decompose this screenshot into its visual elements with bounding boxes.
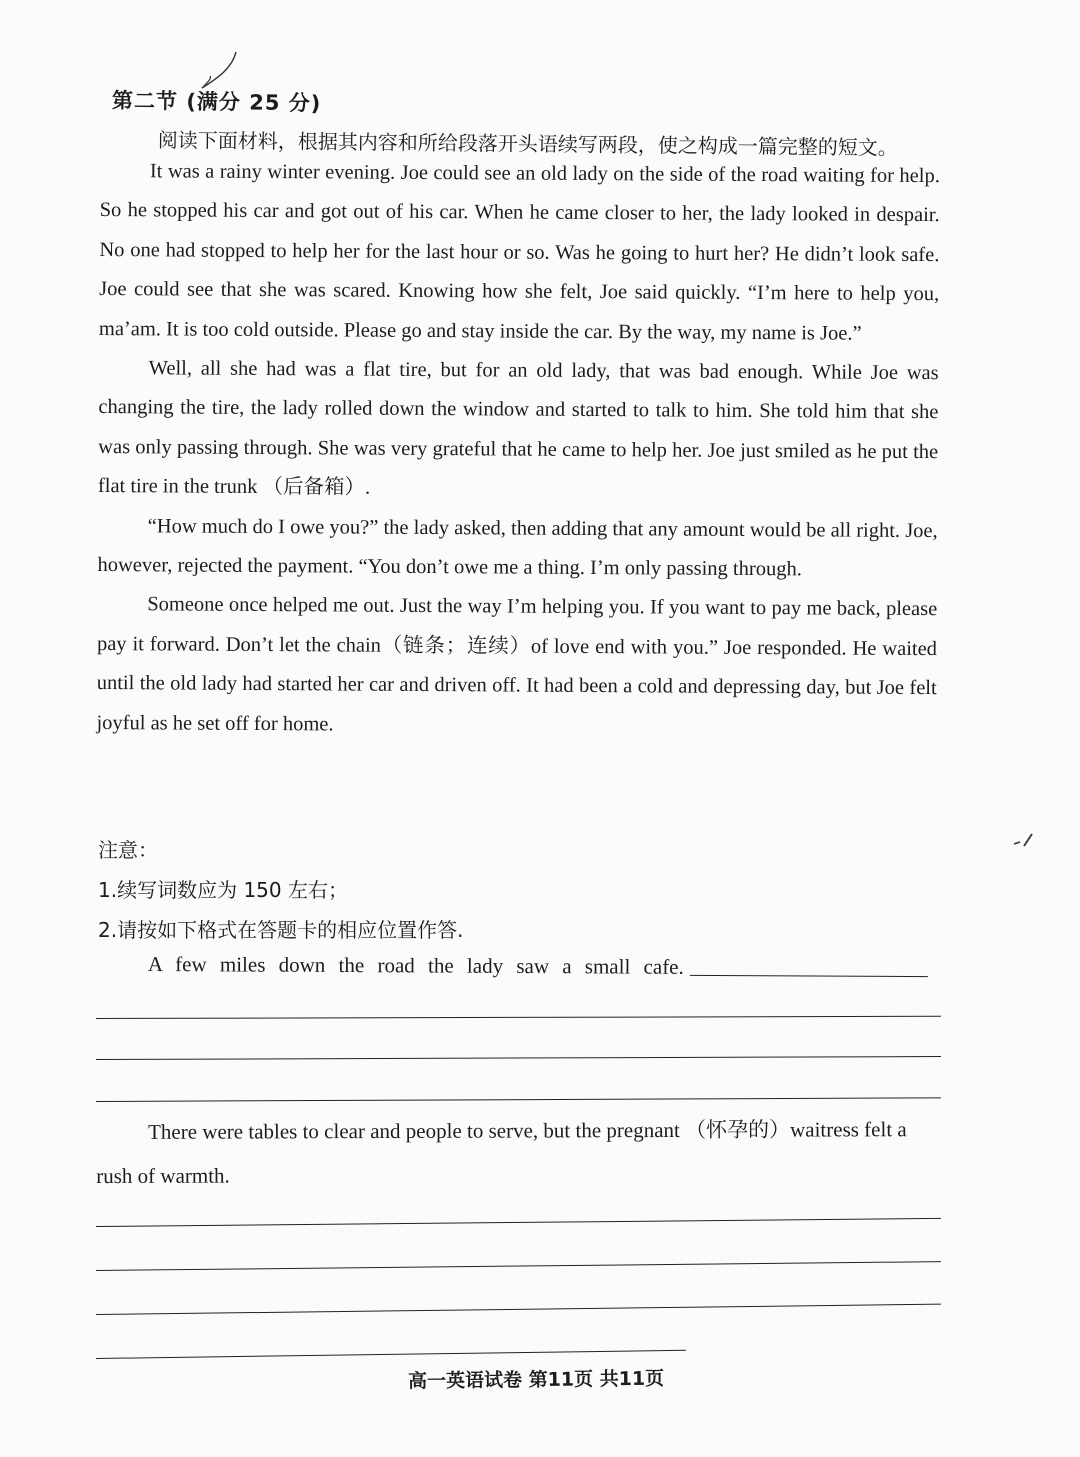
passage-paragraph: Well, all she had was a flat tire, but for an old lady, that was bad enough. While Joe was changing the tire, the lady rolled down the window and started to talk to him. She told him that she was only passing through. She was very grateful that he came to help her. Joe just smiled as he put the flat tire in the trunk （后备箱）. — [97, 357, 939, 499]
answer-line[interactable] — [96, 1261, 941, 1271]
answer-line[interactable] — [96, 1304, 941, 1315]
answer-line[interactable] — [96, 1218, 941, 1227]
passage-paragraph: “How much do I owe you?” the lady asked, then adding that any amount would be all right. Joe, however, rejected the payment. “You don’t owe me a thing. I’m only passing through. — [97, 514, 938, 581]
answer-blank[interactable] — [690, 975, 928, 977]
passage-paragraph: It was a rainy winter evening. Joe could see an old lady on the side of the road waiting for help. So he stopped his car and got out of his car. When he came closer to her, the lady looked in despair. No one had stopped to help her for the last hour or so. Was he going to hurt her? He didn’t look safe. Joe could see that she was scared. Knowing how she felt, Joe said quickly. “I’m here to help you, ma’am. It is too cold outside. Please go and stay inside the car. By the way, my name is Joe.” — [98, 160, 940, 345]
note-item: 1.续写词数应为 150 左右； — [98, 878, 348, 902]
answer-line[interactable] — [96, 1056, 941, 1060]
answer-line[interactable] — [96, 1016, 941, 1019]
continuation-prompt-2: There were tables to clear and people to serve, but the pregnant （怀孕的）waitress felt a rush of warmth. — [96, 1117, 907, 1188]
prompt-1-text: A few miles down the road the lady saw a small cafe. — [147, 952, 684, 979]
passage-paragraph: Someone once helped me out. Just the way I’m helping you. If you want to pay me back, please pay it forward. Don’t let the chain（链条；连续）of love end with you.” Joe responded. He waited until the old lady had started her car and driven off. It had been a cold and depressing day, but Joe felt joyful as he set off for home. — [96, 593, 938, 736]
section-title — [112, 85, 322, 118]
margin-tick-mark — [1012, 832, 1036, 850]
section-label: 第二节 — [111, 88, 179, 114]
continuation-prompt-1 — [148, 952, 948, 981]
note-item: 2.请按如下格式在答题卡的相应位置作答. — [98, 918, 464, 942]
notes-section — [98, 830, 463, 950]
task-instruction: 阅读下面材料，根据其内容和所给段落开头语续写两段，使之构成一篇完整的短文。 — [157, 127, 898, 160]
reading-passage — [96, 152, 940, 748]
page-footer: 高一英语试卷 第11页 共11页 — [407, 1367, 665, 1393]
notes-heading: 注意： — [98, 838, 158, 862]
answer-line[interactable] — [96, 1097, 941, 1102]
answer-line[interactable] — [96, 1350, 686, 1359]
section-score: (满分 25 分) — [186, 89, 322, 116]
